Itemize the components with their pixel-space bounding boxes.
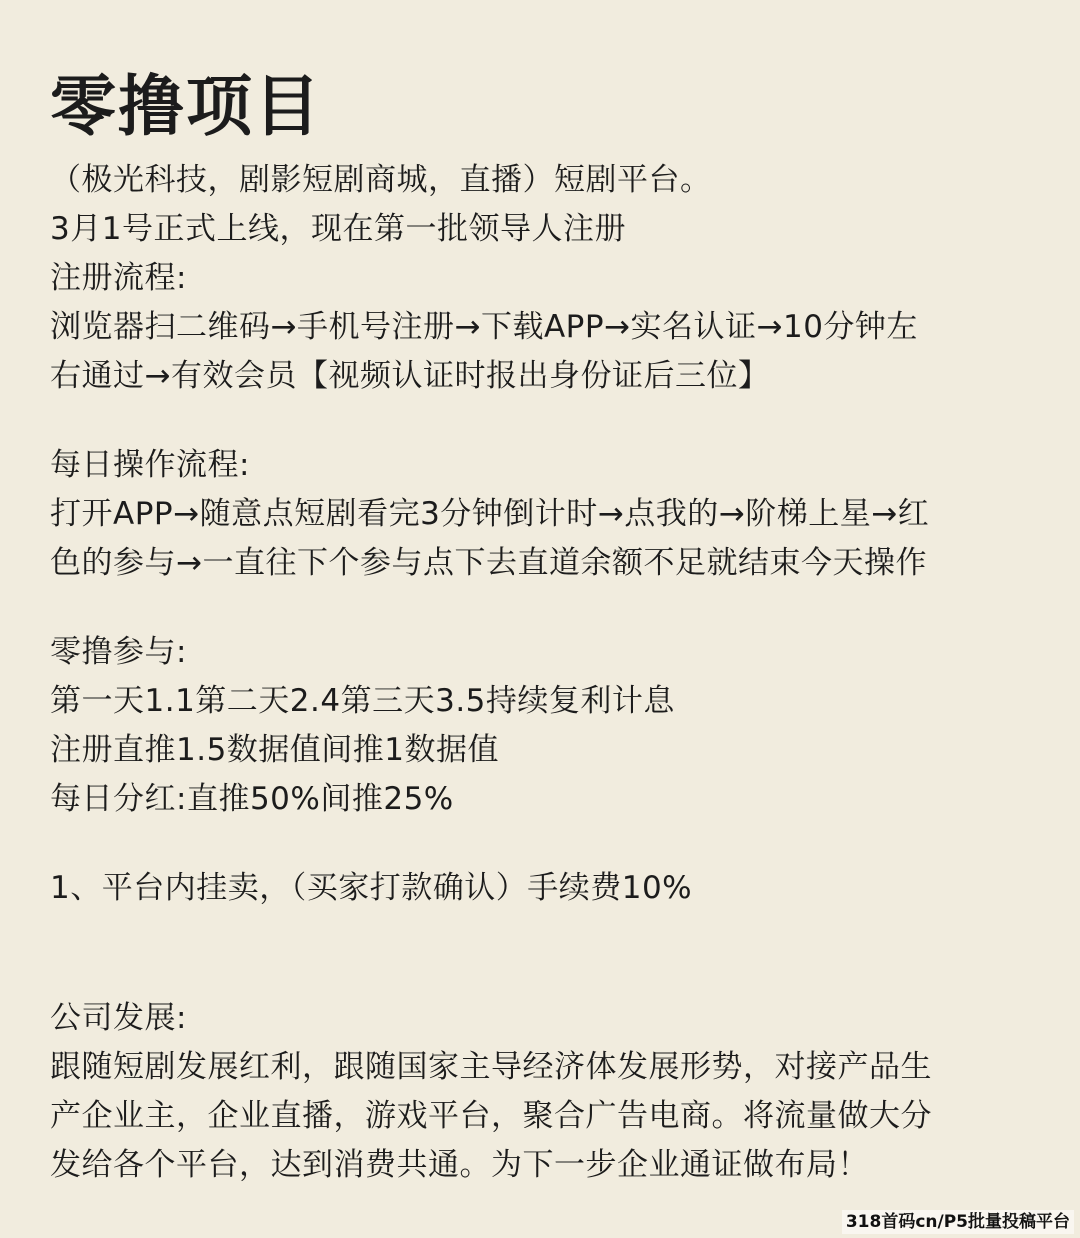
heading-daily-flow: 每日操作流程:: [50, 447, 250, 483]
text-line-daily-rates: 第一天1.1第二天2.4第三天3.5持续复利计息: [50, 683, 675, 719]
heading-company: 公司发展:: [50, 1000, 187, 1036]
page-title: 零撸项目: [50, 68, 322, 145]
text-line-company-1: 跟随短剧发展红利，跟随国家主导经济体发展形势，对接产品生: [50, 1049, 932, 1085]
text-line-company-2: 产企业主，企业直播，游戏平台，聚合广告电商。将流量做大分: [50, 1098, 932, 1134]
text-line-fee: 1、平台内挂卖，（买家打款确认）手续费10%: [50, 870, 693, 906]
text-line-launch: 3月1号正式上线，现在第一批领导人注册: [50, 211, 626, 247]
text-line-daily-steps-1: 打开APP→随意点短剧看完3分钟倒计时→点我的→阶梯上星→红: [50, 496, 930, 532]
text-line-register-steps-2: 右通过→有效会员【视频认证时报出身份证后三位】: [50, 358, 770, 394]
heading-participation: 零撸参与:: [50, 634, 187, 670]
text-line-dividend: 每日分红:直推50%间推25%: [50, 781, 454, 817]
cropped-text-fragment: [50, 1224, 190, 1238]
text-line-company-3: 发给各个平台，达到消费共通。为下一步企业通证做布局！: [50, 1147, 869, 1183]
text-line-daily-steps-2: 色的参与→一直往下个参与点下去直道余额不足就结束今天操作: [50, 545, 927, 581]
watermark: 318首码cn/P5批量投稿平台: [842, 1210, 1074, 1234]
text-line-referral: 注册直推1.5数据值间推1数据值: [50, 732, 500, 768]
text-line-platform: （极光科技，剧影短剧商城，直播）短剧平台。: [50, 162, 712, 198]
text-line-register-steps-1: 浏览器扫二维码→手机号注册→下载APP→实名认证→10分钟左: [50, 309, 918, 345]
heading-register-flow: 注册流程:: [50, 260, 187, 296]
